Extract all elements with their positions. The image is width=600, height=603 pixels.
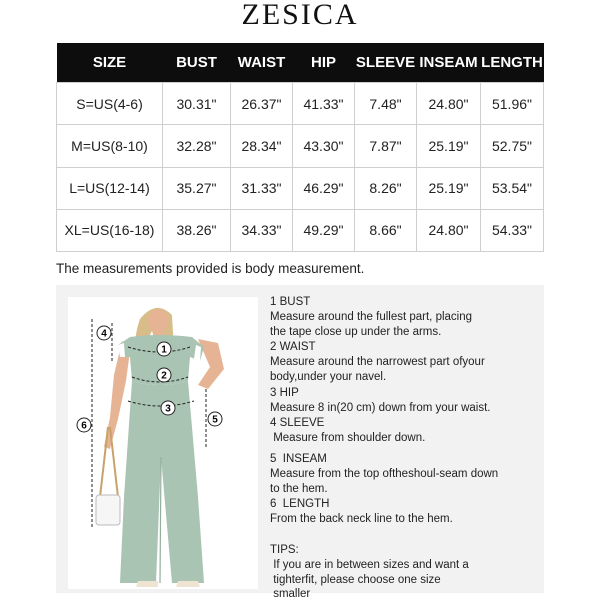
instruction-line: Measure 8 in(20 cm) down from your waist. <box>270 401 491 414</box>
sleeve-cell: 7.87" <box>355 125 417 167</box>
instruction-title: 2 WAIST <box>270 341 316 354</box>
model-shoe-right <box>176 581 200 587</box>
column-header-hip: HIP <box>293 43 355 83</box>
marker-1-label: 1 <box>161 344 167 356</box>
instruction-line: Measure from shoulder down. <box>270 432 426 445</box>
size-chart-table <box>56 43 544 252</box>
waist-cell: 28.34" <box>231 125 293 167</box>
column-header-length: LENGTH <box>481 43 544 83</box>
brand-logo: ZESICA <box>241 0 359 31</box>
instruction-line: to the hem. <box>270 482 328 495</box>
marker-2-label: 2 <box>161 370 167 382</box>
instruction-sleeve <box>270 416 540 446</box>
instruction-length <box>270 497 540 527</box>
table-row <box>57 125 544 167</box>
marker-5-label: 5 <box>212 414 218 426</box>
table-row <box>57 209 544 251</box>
marker-6-label: 6 <box>81 420 87 432</box>
length-cell: 53.54" <box>481 167 544 209</box>
instruction-line: Measure around the fullest part, placing <box>270 310 473 323</box>
tips-line: If you are in between sizes and want a <box>270 558 469 571</box>
column-header-waist: WAIST <box>231 43 293 83</box>
instruction-line: body,under your navel. <box>270 370 387 383</box>
length-cell: 51.96" <box>481 83 544 125</box>
hip-cell: 43.30" <box>293 125 355 167</box>
instruction-bust <box>270 295 540 339</box>
instruction-waist <box>270 340 540 384</box>
instruction-line: Measure from the top oftheshoul-seam down <box>270 467 499 480</box>
bust-cell: 35.27" <box>163 167 231 209</box>
bust-cell: 38.26" <box>163 209 231 251</box>
model-bag <box>96 495 120 525</box>
marker-4-label: 4 <box>101 328 107 340</box>
inseam-cell: 25.19" <box>417 125 481 167</box>
measurement-instructions <box>270 295 540 603</box>
size-cell: L=US(12-14) <box>57 167 163 209</box>
instruction-title: 4 SLEEVE <box>270 417 325 430</box>
waist-cell: 31.33" <box>231 167 293 209</box>
sleeve-cell: 8.26" <box>355 167 417 209</box>
model-face <box>148 309 168 333</box>
instruction-line: Measure around the narrowest part ofyour <box>270 356 485 369</box>
instruction-inseam <box>270 452 540 496</box>
bust-cell: 32.28" <box>163 125 231 167</box>
instruction-title: 6 LENGTH <box>270 498 330 511</box>
waist-cell: 26.37" <box>231 83 293 125</box>
instruction-title: 3 HIP <box>270 386 299 399</box>
column-header-inseam: INSEAM <box>417 43 481 83</box>
tips-section <box>270 543 540 602</box>
instruction-title: 1 BUST <box>270 296 311 308</box>
inseam-cell: 24.80" <box>417 83 481 125</box>
measurement-note: The measurements provided is body measurement. <box>56 261 365 276</box>
column-header-size: SIZE <box>57 43 163 83</box>
bust-cell: 30.31" <box>163 83 231 125</box>
table-row <box>57 167 544 209</box>
instruction-line: the tape close up under the arms. <box>270 325 442 338</box>
table-header-row <box>57 43 544 83</box>
hip-cell: 46.29" <box>293 167 355 209</box>
measurement-guide-panel <box>56 285 544 601</box>
sleeve-cell: 7.48" <box>355 83 417 125</box>
hip-cell: 49.29" <box>293 209 355 251</box>
size-cell: S=US(4-6) <box>57 83 163 125</box>
hip-cell: 41.33" <box>293 83 355 125</box>
length-cell: 52.75" <box>481 125 544 167</box>
tips-title: TIPS: <box>270 543 299 556</box>
sleeve-cell: 8.66" <box>355 209 417 251</box>
inseam-cell: 25.19" <box>417 167 481 209</box>
size-cell: M=US(8-10) <box>57 125 163 167</box>
inseam-cell: 24.80" <box>417 209 481 251</box>
tips-line: smaller <box>270 588 311 601</box>
model-shoe-left <box>136 581 158 587</box>
model-illustration <box>68 297 258 589</box>
waist-cell: 34.33" <box>231 209 293 251</box>
instruction-hip <box>270 386 540 416</box>
column-header-bust: BUST <box>163 43 231 83</box>
length-cell: 54.33" <box>481 209 544 251</box>
size-cell: XL=US(16-18) <box>57 209 163 251</box>
tips-line: tighterfit, please choose one size <box>270 573 441 586</box>
instruction-line: From the back neck line to the hem. <box>270 513 453 526</box>
table-row <box>57 83 544 125</box>
model-figure <box>68 297 258 589</box>
column-header-sleeve: SLEEVE <box>355 43 417 83</box>
instruction-title: 5 INSEAM <box>270 452 327 465</box>
marker-3-label: 3 <box>165 403 171 415</box>
